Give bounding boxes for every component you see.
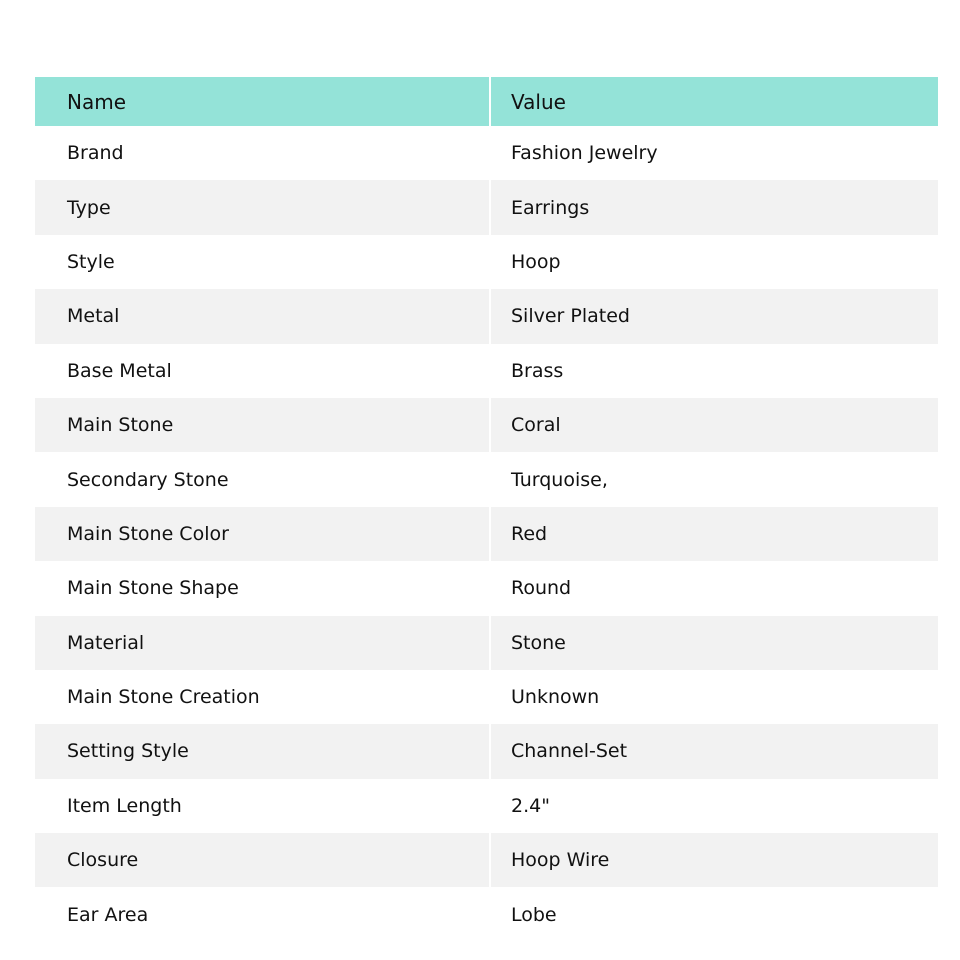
table-body (35, 126, 938, 942)
item-specifics-table (35, 77, 938, 942)
row-name-cell: Item Length (35, 779, 490, 833)
table-row (35, 670, 938, 724)
column-header-value: Value (490, 77, 938, 126)
row-name-cell: Closure (35, 833, 490, 887)
table-row (35, 289, 938, 343)
row-name-cell: Type (35, 180, 490, 234)
row-value-cell: Round (511, 577, 572, 600)
table-row (35, 561, 938, 615)
row-value-cell: Hoop Wire (490, 833, 938, 887)
row-name-cell: Secondary Stone (35, 452, 490, 506)
row-value-cell: Lobe (511, 903, 557, 926)
row-value-cell: Turquoise, (511, 468, 608, 491)
row-name-cell: Brand (35, 126, 490, 180)
row-name-cell: Base Metal (35, 344, 490, 398)
row-value-cell: Unknown (511, 686, 600, 709)
row-value-cell: Channel-Set (490, 724, 938, 778)
table-row (35, 887, 938, 941)
table-row (35, 833, 938, 887)
row-name-cell: Metal (35, 289, 490, 343)
table-row (35, 398, 938, 452)
row-value-cell: Hoop (511, 250, 561, 273)
table-row (35, 126, 938, 180)
row-name-cell: Ear Area (35, 887, 490, 941)
table-row (35, 180, 938, 234)
row-value-cell: Red (490, 507, 938, 561)
row-value-cell: Stone (490, 616, 938, 670)
row-name-cell: Material (35, 616, 490, 670)
table-row (35, 235, 938, 289)
table-row (35, 344, 938, 398)
table-row (35, 507, 938, 561)
row-value-cell: Fashion Jewelry (511, 142, 658, 165)
row-value-cell: Silver Plated (490, 289, 938, 343)
row-name-cell: Main Stone Shape (35, 561, 490, 615)
table-header (35, 77, 938, 126)
row-name-cell: Main Stone Creation (35, 670, 490, 724)
row-value-cell: Earrings (490, 180, 938, 234)
table-row (35, 724, 938, 778)
row-name-cell: Style (35, 235, 490, 289)
table-row (35, 616, 938, 670)
table-row (35, 452, 938, 506)
column-header-name: Name (35, 77, 490, 126)
row-name-cell: Main Stone Color (35, 507, 490, 561)
row-value-cell: 2.4" (511, 794, 550, 817)
row-value-cell: Coral (490, 398, 938, 452)
row-name-cell: Setting Style (35, 724, 490, 778)
row-value-cell: Brass (511, 359, 564, 382)
header-row (35, 77, 938, 126)
row-name-cell: Main Stone (35, 398, 490, 452)
table-row (35, 779, 938, 833)
